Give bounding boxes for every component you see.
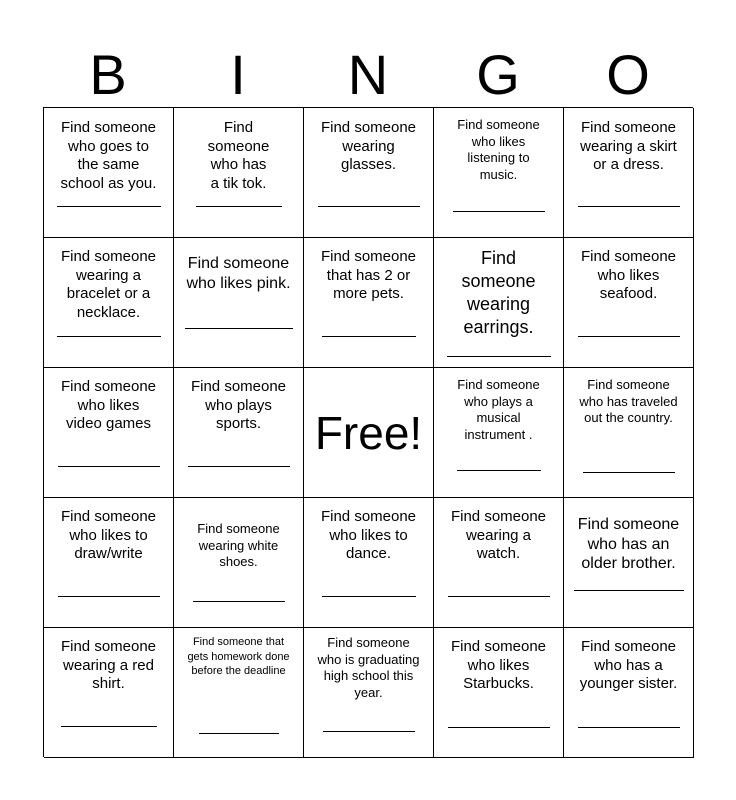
cell-text: Find someone who likes to draw/write [60,508,157,562]
cell-text: Find someone who has a younger sister. [579,638,678,692]
signature-line [578,727,680,728]
signature-line [322,596,416,597]
header-letter-n: N [347,43,389,106]
cell-text: Find someone who has traveled out the country. [579,377,678,425]
cell-text: Find someone who plays a musical instrument . [457,377,540,442]
signature-line [58,596,160,597]
signature-line [578,206,680,207]
signature-line [322,336,416,337]
cell-text: Find someone wearing a skirt or a dress. [580,119,677,173]
cell-text: Find someone who plays sports. [190,378,287,432]
signature-line [457,470,541,471]
signature-line [318,206,420,207]
bingo-cell[interactable] [304,108,434,238]
signature-line [448,596,550,597]
signature-line [453,211,545,212]
header-letter-g: G [476,43,520,106]
cell-text: Find someone that gets homework done before the deadline [187,636,290,677]
signature-line [61,726,157,727]
bingo-cell[interactable] [564,368,694,498]
cell-text: Find someone wearing a bracelet or a necklace. [60,248,157,321]
free-space[interactable] [304,368,434,498]
bingo-cell[interactable] [44,498,174,628]
bingo-cell[interactable] [44,238,174,368]
signature-line [323,731,415,732]
bingo-cell[interactable] [174,368,304,498]
free-label: Free! [314,406,423,459]
bingo-cell[interactable] [44,368,174,498]
bingo-cell[interactable] [564,498,694,628]
cell-text: Find someone wearing white shoes. [197,521,280,569]
signature-line [188,466,290,467]
signature-line [57,336,161,337]
bingo-cell[interactable] [44,628,174,758]
signature-line [196,206,282,207]
bingo-cell[interactable] [174,628,304,758]
cell-text: Find someone wearing earrings. [461,248,536,337]
bingo-cell[interactable] [174,498,304,628]
bingo-cell[interactable] [564,628,694,758]
cell-text: Find someone who has a tik tok. [207,119,270,192]
signature-line [199,733,279,734]
cell-text: Find someone who likes seafood. [580,248,677,302]
signature-line [58,466,160,467]
bingo-cell[interactable] [434,108,564,238]
header-letter-o: O [606,43,650,106]
bingo-grid [43,107,693,757]
bingo-cell[interactable] [174,108,304,238]
cell-text: Find someone who has an older brother. [577,516,680,572]
signature-line [578,336,680,337]
cell-text: Find someone who goes to the same school as you. [60,119,157,192]
cell-text: Find someone who likes pink. [186,255,291,292]
cell-text: Find someone that has 2 or more pets. [320,248,417,302]
signature-line [185,328,293,329]
bingo-cell[interactable] [44,108,174,238]
bingo-cell[interactable] [304,628,434,758]
bingo-cell[interactable] [434,368,564,498]
signature-line [448,727,550,728]
cell-text: Find someone who likes to dance. [320,508,417,562]
signature-line [447,356,551,357]
bingo-cell[interactable] [434,628,564,758]
cell-text: Find someone who is graduating high school this year. [317,635,420,700]
header-letter-i: I [230,43,246,106]
bingo-cell[interactable] [434,238,564,368]
signature-line [193,601,285,602]
bingo-cell[interactable] [434,498,564,628]
bingo-cell[interactable] [174,238,304,368]
cell-text: Find someone who likes listening to music. [457,117,540,182]
signature-line [574,590,684,591]
bingo-header [43,42,693,108]
cell-text: Find someone who likes video games [60,378,157,432]
bingo-cell[interactable] [564,108,694,238]
bingo-cell[interactable] [564,238,694,368]
bingo-cell[interactable] [304,498,434,628]
cell-text: Find someone who likes Starbucks. [450,638,547,692]
signature-line [57,206,161,207]
bingo-cell[interactable] [304,238,434,368]
cell-text: Find someone wearing a red shirt. [60,638,157,692]
cell-text: Find someone wearing glasses. [320,119,417,173]
signature-line [583,472,675,473]
cell-text: Find someone wearing a watch. [450,508,547,562]
header-letter-b: B [89,43,127,106]
